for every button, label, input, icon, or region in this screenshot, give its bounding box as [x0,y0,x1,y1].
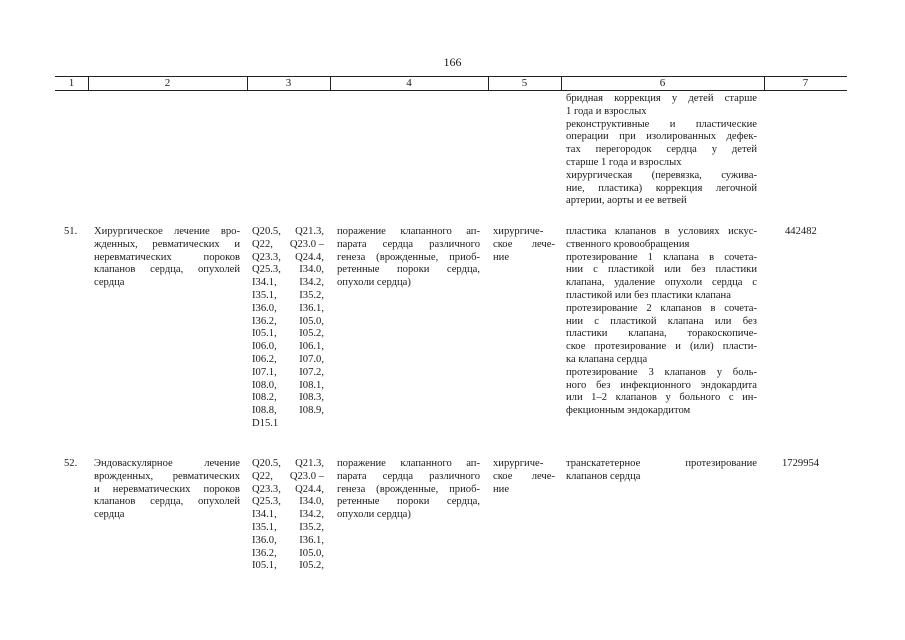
patient-model [337,458,480,522]
icd-code: I05.2, [299,560,324,572]
row-number: 51. [64,226,78,237]
icd-code: I08.0, [252,379,277,391]
icd-code: I07.2, [299,366,324,378]
text-line: протезирование 1 клапана в сочета- [566,251,757,263]
text-line: хирургическая (перевязка, сужива- [566,169,757,181]
text-line: ретенные пороки сердца, [337,496,480,508]
icd-code: Q22, [252,470,273,482]
treatment-type [493,458,555,496]
icd-code: I36.0, [252,302,277,314]
text-line: клапанов сердца, опухолей [94,264,240,276]
patient-model [337,226,480,290]
text-line: ние [493,483,510,495]
icd-code: I05.0, [299,547,324,559]
cost-value: 1729954 [782,458,820,469]
row-number: 52. [64,458,78,469]
icd-code: Q20.5, [252,458,281,469]
column-header-1: 1 [68,77,75,89]
icd-code: Q24.4, [295,251,324,263]
column-header-2: 2 [164,77,171,89]
text-line: нии с пластикой клапана или без [566,315,757,327]
text-line: или 1–2 клапанов у больного с ин- [566,392,757,404]
text-line: сердца [94,277,125,289]
text-line: сердца [94,509,125,521]
text-line: Эндоваскулярное лечение [94,458,240,469]
icd-code: I08.1, [299,379,324,391]
icd-code: Q22, [252,238,273,250]
icd-code: I36.1, [299,534,324,546]
text-line: реконструктивные и пластические [566,118,757,130]
text-line: хирургиче- [493,226,544,237]
header-bottom-rule [55,90,847,91]
icd-code: I34.0, [299,264,324,276]
text-line: операции при изолированных дефек- [566,131,757,143]
icd-code: I07.0, [299,353,324,365]
text-line: опухоли сердца) [337,277,411,289]
text-line: ское протезирование и (или) пласти- [566,341,757,353]
text-line: ское лече- [493,470,555,482]
icd-code: I35.2, [299,521,324,533]
text-line: бридная коррекция у детей старше [566,93,757,104]
text-line: протезирование 2 клапанов в сочета- [566,302,757,314]
icd-codes [252,458,324,573]
icd-code: Q25.3, [252,264,281,276]
text-line: тах перегородок сердца у детей [566,144,757,156]
intervention-name [94,458,240,522]
treatment-type [493,226,555,264]
icd-code: I05.0, [299,315,324,327]
text-line: клапанов сердца, опухолей [94,496,240,508]
cost-value: 442482 [785,226,817,237]
icd-code: Q20.5, [252,226,281,237]
text-line: парата сердца различного [337,238,480,250]
treatment-methods [566,458,757,484]
text-line: пластики клапана, торакоскопиче- [566,328,757,340]
icd-code: Q23.0 – [289,238,324,250]
text-line: ка клапана сердца [566,353,648,365]
text-line: старше 1 года и взрослых [566,156,682,168]
text-line: и неревматических пороков [94,483,240,495]
icd-code: I05.2, [299,328,324,340]
text-line: поражение клапанного ап- [337,458,480,469]
text-line: неревматических пороков [94,251,240,263]
text-line: фекционным эндокардитом [566,405,691,417]
text-line: ское лече- [493,238,555,250]
icd-code: I35.1, [252,521,277,533]
icd-code: I34.2, [299,509,324,521]
page-number: 166 [443,55,462,69]
text-line: жденных, ревматических и [94,238,240,250]
text-line: Хирургическое лечение вро- [94,226,240,237]
continuation-methods [566,93,757,208]
text-line: ного без инфекционного эндокардита [566,379,757,391]
icd-code: I08.3, [299,392,324,404]
icd-code: I05.1, [252,328,277,340]
text-line: протезирование 3 клапанов у боль- [566,366,757,378]
icd-code: I08.9, [299,405,324,417]
icd-code: Q23.0 – [289,470,324,482]
text-line: транскатетерное протезирование [566,458,757,469]
icd-code: I35.1, [252,289,277,301]
icd-code: I34.0, [299,496,324,508]
column-header-7: 7 [802,77,809,89]
icd-code: I34.2, [299,277,324,289]
text-line: нии с пластикой или без пластики [566,264,757,276]
icd-code [290,418,324,431]
icd-code: I07.1, [252,366,277,378]
icd-code: Q25.3, [252,496,281,508]
icd-code: Q21.3, [295,226,324,237]
text-line: ние [493,251,510,263]
text-line: клапана, удаление опухоли сердца с [566,277,757,289]
text-line: артерии, аорты и ее ветвей [566,195,687,207]
icd-code: I36.0, [252,534,277,546]
text-line: врожденных, ревматических [94,470,240,482]
icd-code: Q23.3, [252,251,281,263]
text-line: генеза (врожденные, приоб- [337,483,480,495]
text-line: хирургиче- [493,458,544,469]
icd-code: I35.2, [299,289,324,301]
icd-code: I08.2, [252,392,277,404]
icd-code: I36.2, [252,315,277,327]
icd-code: I06.2, [252,353,277,365]
text-line: поражение клапанного ап- [337,226,480,237]
text-line: клапанов сердца [566,470,641,482]
icd-code: I06.0, [252,341,277,353]
icd-code: Q23.3, [252,483,281,495]
icd-code: I08.8, [252,405,277,417]
intervention-name [94,226,240,290]
icd-code: I34.1, [252,509,277,521]
text-line: ние, пластика) коррекция легочной [566,182,757,194]
icd-code: I36.2, [252,547,277,559]
text-line: ретенные пороки сердца, [337,264,480,276]
text-line: 1 года и взрослых [566,105,647,117]
text-line: опухоли сердца) [337,509,411,521]
icd-code: I05.1, [252,560,277,572]
icd-code: I36.1, [299,302,324,314]
column-header-6: 6 [659,77,666,89]
text-line: пластикой или без пластики клапана [566,289,731,301]
icd-code: Q21.3, [295,458,324,469]
text-line: парата сердца различного [337,470,480,482]
text-line: генеза (врожденные, приоб- [337,251,480,263]
icd-code: I34.1, [252,277,277,289]
icd-codes [252,226,324,431]
column-header-3: 3 [285,77,292,89]
column-header-4: 4 [406,77,412,89]
treatment-methods [566,226,757,418]
text-line: пластика клапанов в условиях искус- [566,226,757,237]
icd-code: D15.1 [252,417,279,429]
icd-code: I06.1, [299,341,324,353]
text-line: ственного кровообращения [566,238,690,250]
icd-code: Q24.4, [295,483,324,495]
column-header-5: 5 [521,77,528,89]
